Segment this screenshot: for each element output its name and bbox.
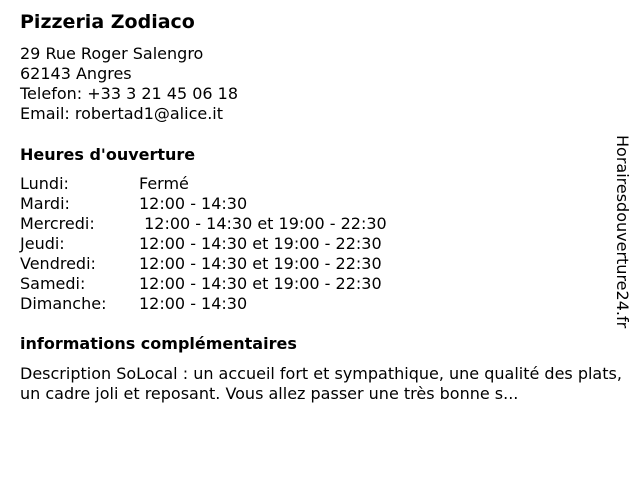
day-label: Mercredi: [20,214,95,233]
day-label: Dimanche: [20,294,107,313]
hours-value: 12:00 - 14:30 et 19:00 - 22:30 [139,274,382,293]
address-line-street: 29 Rue Roger Salengro [20,44,204,63]
day-label: Mardi: [20,194,70,213]
contact-block [20,44,238,124]
email-text: Email: robertad1@alice.it [20,104,224,123]
hours-value: Fermé [139,174,189,193]
business-name: Pizzeria Zodiaco [20,11,195,33]
hours-value: 12:00 - 14:30 [139,194,248,213]
opening-hours-heading: Heures d'ouverture [20,145,196,164]
hours-value: 12:00 - 14:30 et 19:00 - 22:30 [139,254,382,273]
site-watermark: Horairesdouverture24.fr [613,135,632,329]
day-label: Jeudi: [20,234,65,253]
description-text: Description SoLocal : un accueil fort et sympathique, une qualité des plats, un cadre joli et reposant. Vous allez passer une très bonne s... [20,364,622,403]
additional-info-heading: informations complémentaires [20,334,297,353]
day-label: Lundi: [20,174,69,193]
phone-text: Telefon: +33 3 21 45 06 18 [20,84,239,103]
day-label: Vendredi: [20,254,96,273]
address-line-city: 62143 Angres [20,64,132,83]
hours-value: 12:00 - 14:30 [139,294,248,313]
day-label: Samedi: [20,274,86,293]
hours-value: 12:00 - 14:30 et 19:00 - 22:30 [139,214,387,233]
hours-value: 12:00 - 14:30 et 19:00 - 22:30 [139,234,382,253]
